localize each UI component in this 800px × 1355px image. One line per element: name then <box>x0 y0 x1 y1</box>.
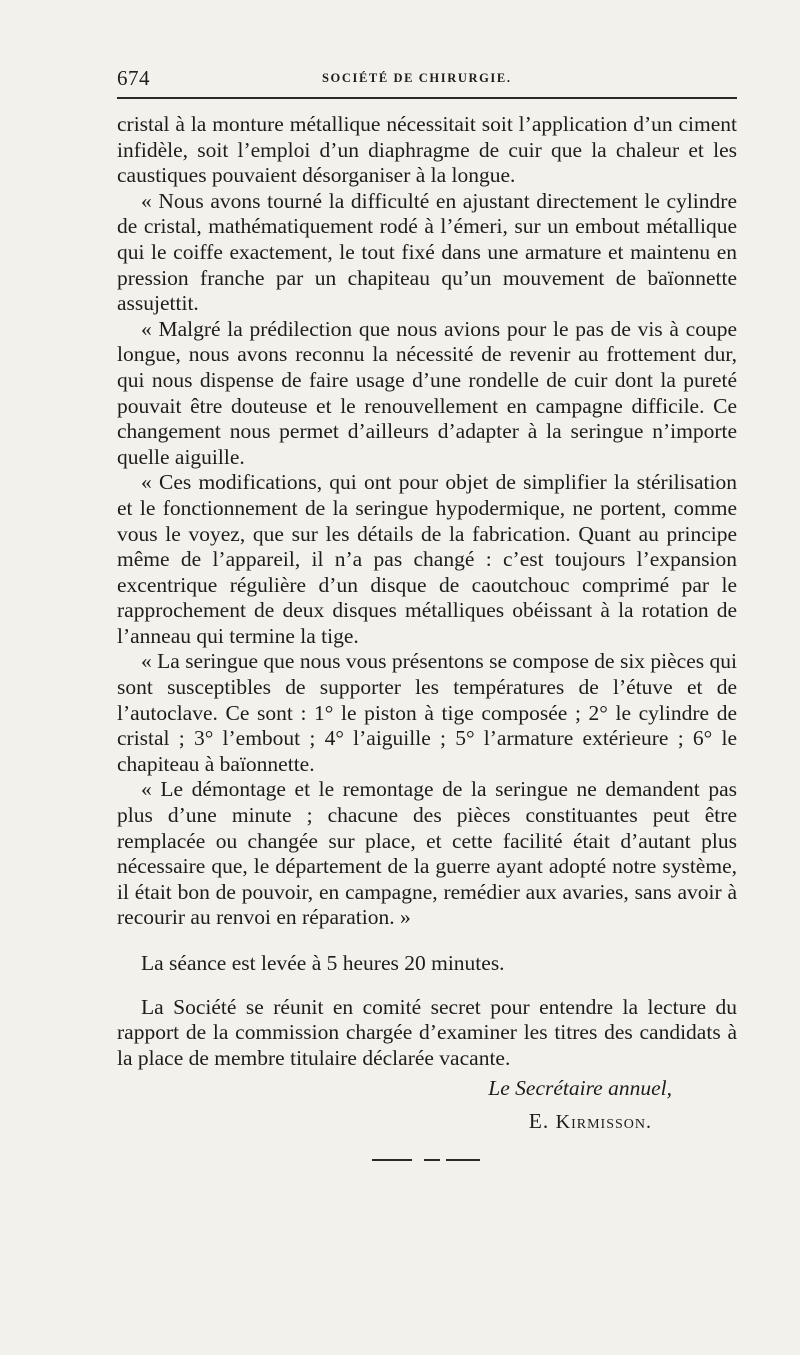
page-number: 674 <box>117 66 150 90</box>
signature-name <box>117 1105 737 1139</box>
session-closing-note: La séance est levée à 5 heures 20 minutes. <box>141 951 505 975</box>
signature-initial: E. <box>528 1109 550 1133</box>
paragraph: « La seringue que nous vous présentons se compose de six pièces qui sont susceptibles de supporter les températures de l’étuve et de l’autoclave. Ce sont : 1° le piston à tige composée ; 2° le cylindre de cristal ; 3° l’embout ; 4° l’aiguille ; 5° l’armature extérieure ; 6° le chapiteau à baïonnette. <box>117 649 737 776</box>
paragraph: « Ces modifications, qui ont pour objet de simplifier la stérilisation et le fonctionnement de la seringue hypodermique, ne portent, comme vous le voyez, que sur les détails de la fabrication. Quant au principe même de l’appareil, il n’a pas changé : c’est toujours l’expansion excentrique régulière d’un disque de caoutchouc comprimé par le rapprochement de deux disques métalliques obéissant à la rotation de l’anneau qui termine la tige. <box>117 470 737 648</box>
paragraph-continued: cristal à la monture métallique nécessitait soit l’application d’un ciment infidèle, soit l’emploi d’un diaphragme de cuir que la chaleur et les caustiques pouvaient désorganiser à la longue. <box>117 112 737 188</box>
paragraph: « Le démontage et le remontage de la seringue ne demandent pas plus d’une minute ; chacune des pièces constituantes peut être remplacée ou changée sur place, et cette facilité était d’autant plus nécessaire que, le département de la guerre ayant adopté notre système, il était bon de pouvoir, en campagne, remédier aux avaries, sans avoir à recourir au renvoi en réparation. » <box>117 777 737 930</box>
body-text <box>117 112 737 1071</box>
signature-surname: Kirmisson. <box>555 1111 652 1133</box>
running-head: SOCIÉTÉ DE CHIRURGIE. <box>322 71 512 85</box>
signature-title: Le Secrétaire annuel, <box>488 1076 672 1100</box>
header-rule <box>117 97 737 99</box>
signature-block <box>117 1072 737 1139</box>
secret-committee-note: La Société se réunit en comité secret pour entendre la lecture du rapport de la commission chargée d’examiner les titres des candidats à la place de membre titulaire déclarée vacante. <box>117 994 737 1070</box>
end-rule <box>372 1159 482 1162</box>
end-rule-segment <box>424 1159 440 1161</box>
page-header <box>117 66 737 90</box>
end-rule-segment <box>446 1159 480 1161</box>
paragraph: « Malgré la prédilection que nous avions pour le pas de vis à coupe longue, nous avons reconnu la nécessité de revenir au frottement dur, qui nous dispense de faire usage d’une rondelle de cuir dont la pureté pouvait être douteuse et le renouvellement en campagne difficile. Ce changement nous permet d’ailleurs d’adapter à la seringue n’importe quelle aiguille. <box>117 316 737 469</box>
paragraph: « Nous avons tourné la difficulté en ajustant directement le cylindre de cristal, mathématiquement rodé à l’émeri, sur un embout métallique qui le coiffe exactement, le tout fixé dans une armature et maintenu en pression franche par un chapiteau qu’un mouvement de baïonnette assujettit. <box>117 188 737 316</box>
end-rule-segment <box>372 1159 412 1161</box>
